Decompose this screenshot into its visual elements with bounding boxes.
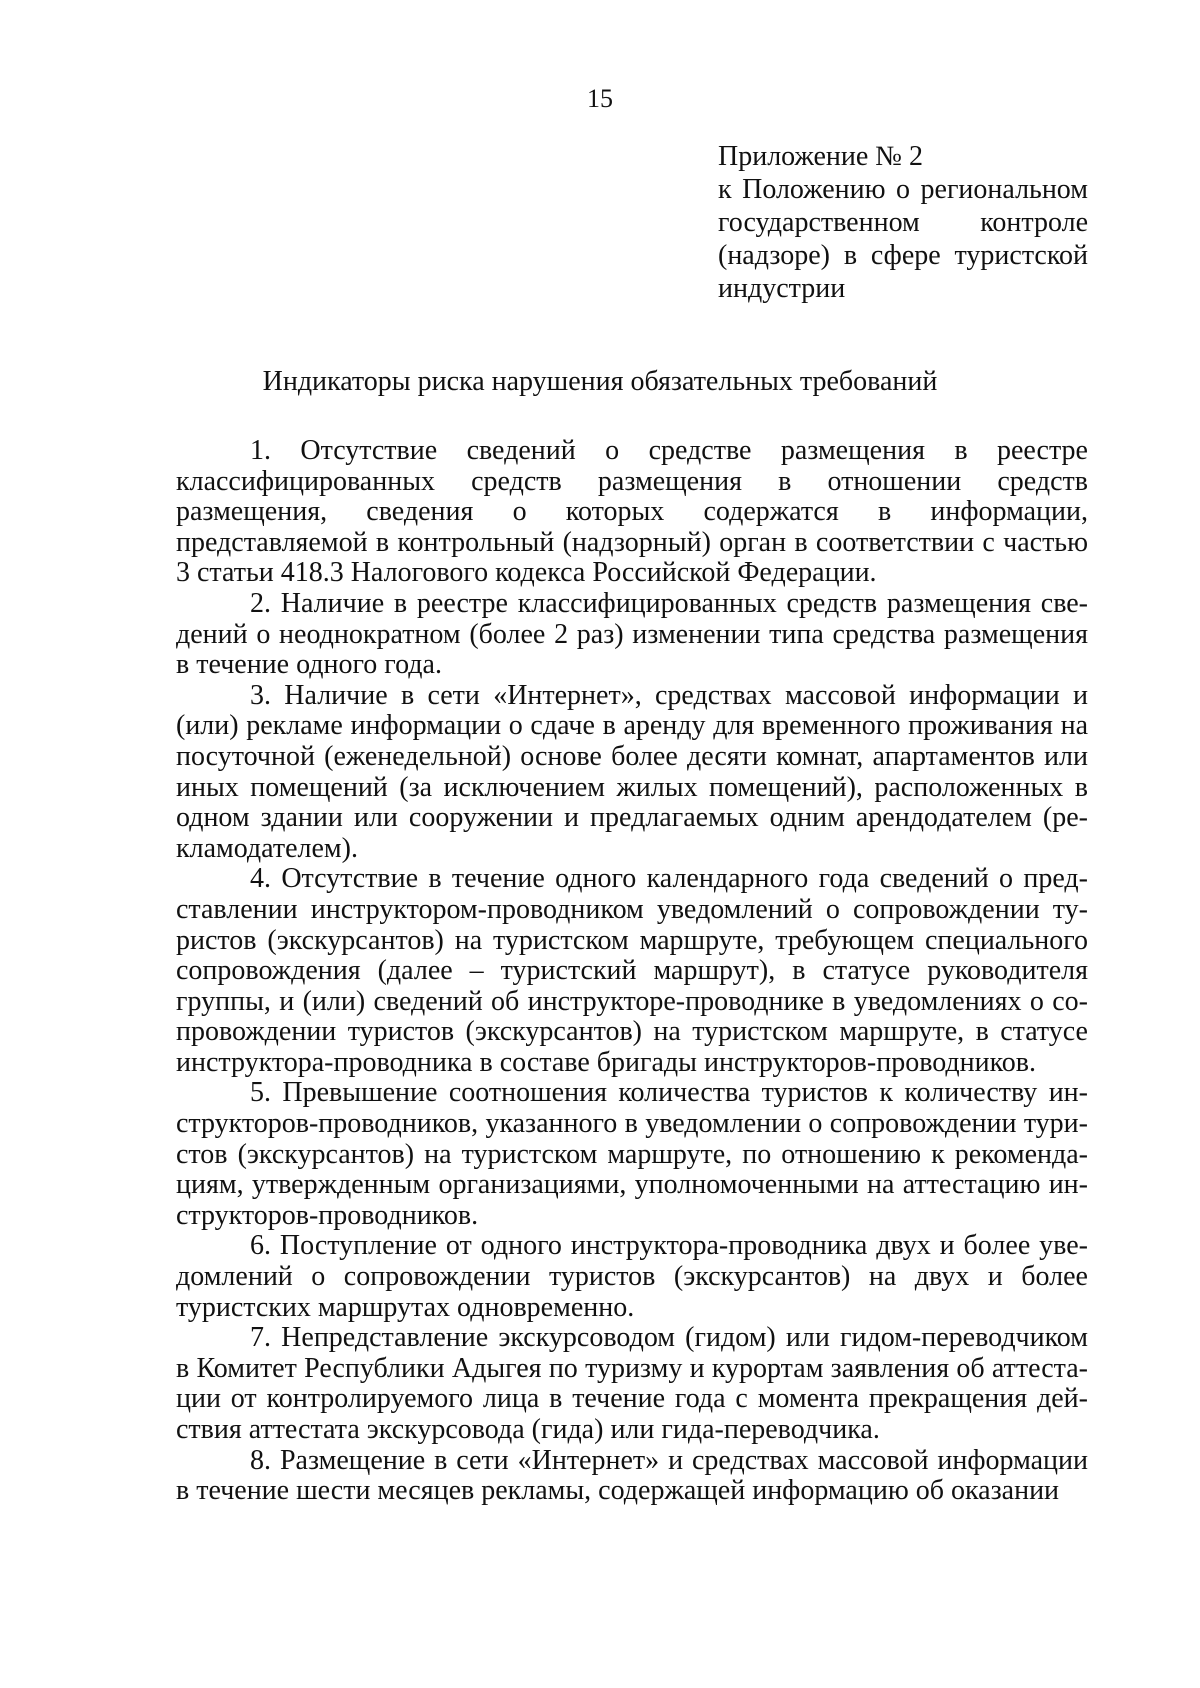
paragraph-6: 6. Поступление от одного инструктора-проводника двух и более уведомлений о сопровождении туристов (экскурсантов) на двух и более туристских маршрутах одновременно. bbox=[176, 1230, 1088, 1323]
paragraph-8: 8. Размещение в сети «Интернет» и средствах массовой информации в течение шести месяцев рекламы, содержащей информацию об оказании bbox=[176, 1444, 1088, 1507]
paragraph-2: 2. Наличие в реестре классифицированных средств размещения сведений о неоднократном (более 2 раз) изменении типа средства размещения в течение одного года. bbox=[176, 587, 1088, 681]
paragraph-7: 7. Непредставление экскурсоводом (гидом) или гидом-переводчиком в Комитет Республики Адыгея по туризму и курортам заявления об аттестации от контролируемого лица в течение года с момента прекращения действия аттестата экскурсовода (гида) или гида-переводчика. bbox=[176, 1322, 1088, 1445]
document-body bbox=[176, 436, 1088, 1507]
appendix-block bbox=[718, 140, 1088, 305]
appendix-line: к Положению о региональном bbox=[718, 174, 1088, 205]
document-title: Индикаторы риска нарушения обязательных требований bbox=[262, 366, 938, 397]
paragraph-1: 1. Отсутствие сведений о средстве размещения в реестре классифицированных средств размещения в отношении средств размещения, сведения о которых содержатся в информации, представляемой в контрольный (надзорный) орган в соответствии с частью 3 статьи 418.3 Налогового кодекса Российской Федерации. bbox=[176, 435, 1088, 589]
paragraph-5: 5. Превышение соотношения количества туристов к количеству инструкторов-проводников, указанного в уведомлении о сопровождении туристов (экскурсантов) на туристском маршруте, по отношению к рекомендациям, утвержденным организациями, уполномоченными на аттестацию инструкторов-проводников. bbox=[176, 1077, 1088, 1231]
appendix-line: (надзоре) в сфере туристской bbox=[718, 240, 1088, 271]
paragraph-3: 3. Наличие в сети «Интернет», средствах массовой информации и (или) рекламе информации о сдаче в аренду для временного проживания на посуточной (еженедельной) основе более десяти комнат, апартаментов или иных помещений (за исключением жилых помещений), расположенных в одном здании или сооружении и предлагаемых одним арендодателем (рекламодателем). bbox=[176, 679, 1088, 864]
appendix-line: индустрии bbox=[718, 273, 846, 304]
paragraph-4: 4. Отсутствие в течение одного календарного года сведений о представлении инструктором-проводником уведомлений о сопровождении туристов (экскурсантов) на туристском маршруте, требующем специального сопровождения (далее – туристский маршрут), в статусе руководителя группы, и (или) сведений об инструкторе-проводнике в уведомлениях о сопровождении туристов (экскурсантов) на туристском маршруте, в статусе инструктора-проводника в составе бригады инструкторов-проводников. bbox=[176, 863, 1088, 1078]
appendix-line: Приложение № 2 bbox=[718, 141, 923, 172]
appendix-line: государственном контроле bbox=[718, 207, 1088, 238]
page-number: 15 bbox=[587, 84, 613, 113]
